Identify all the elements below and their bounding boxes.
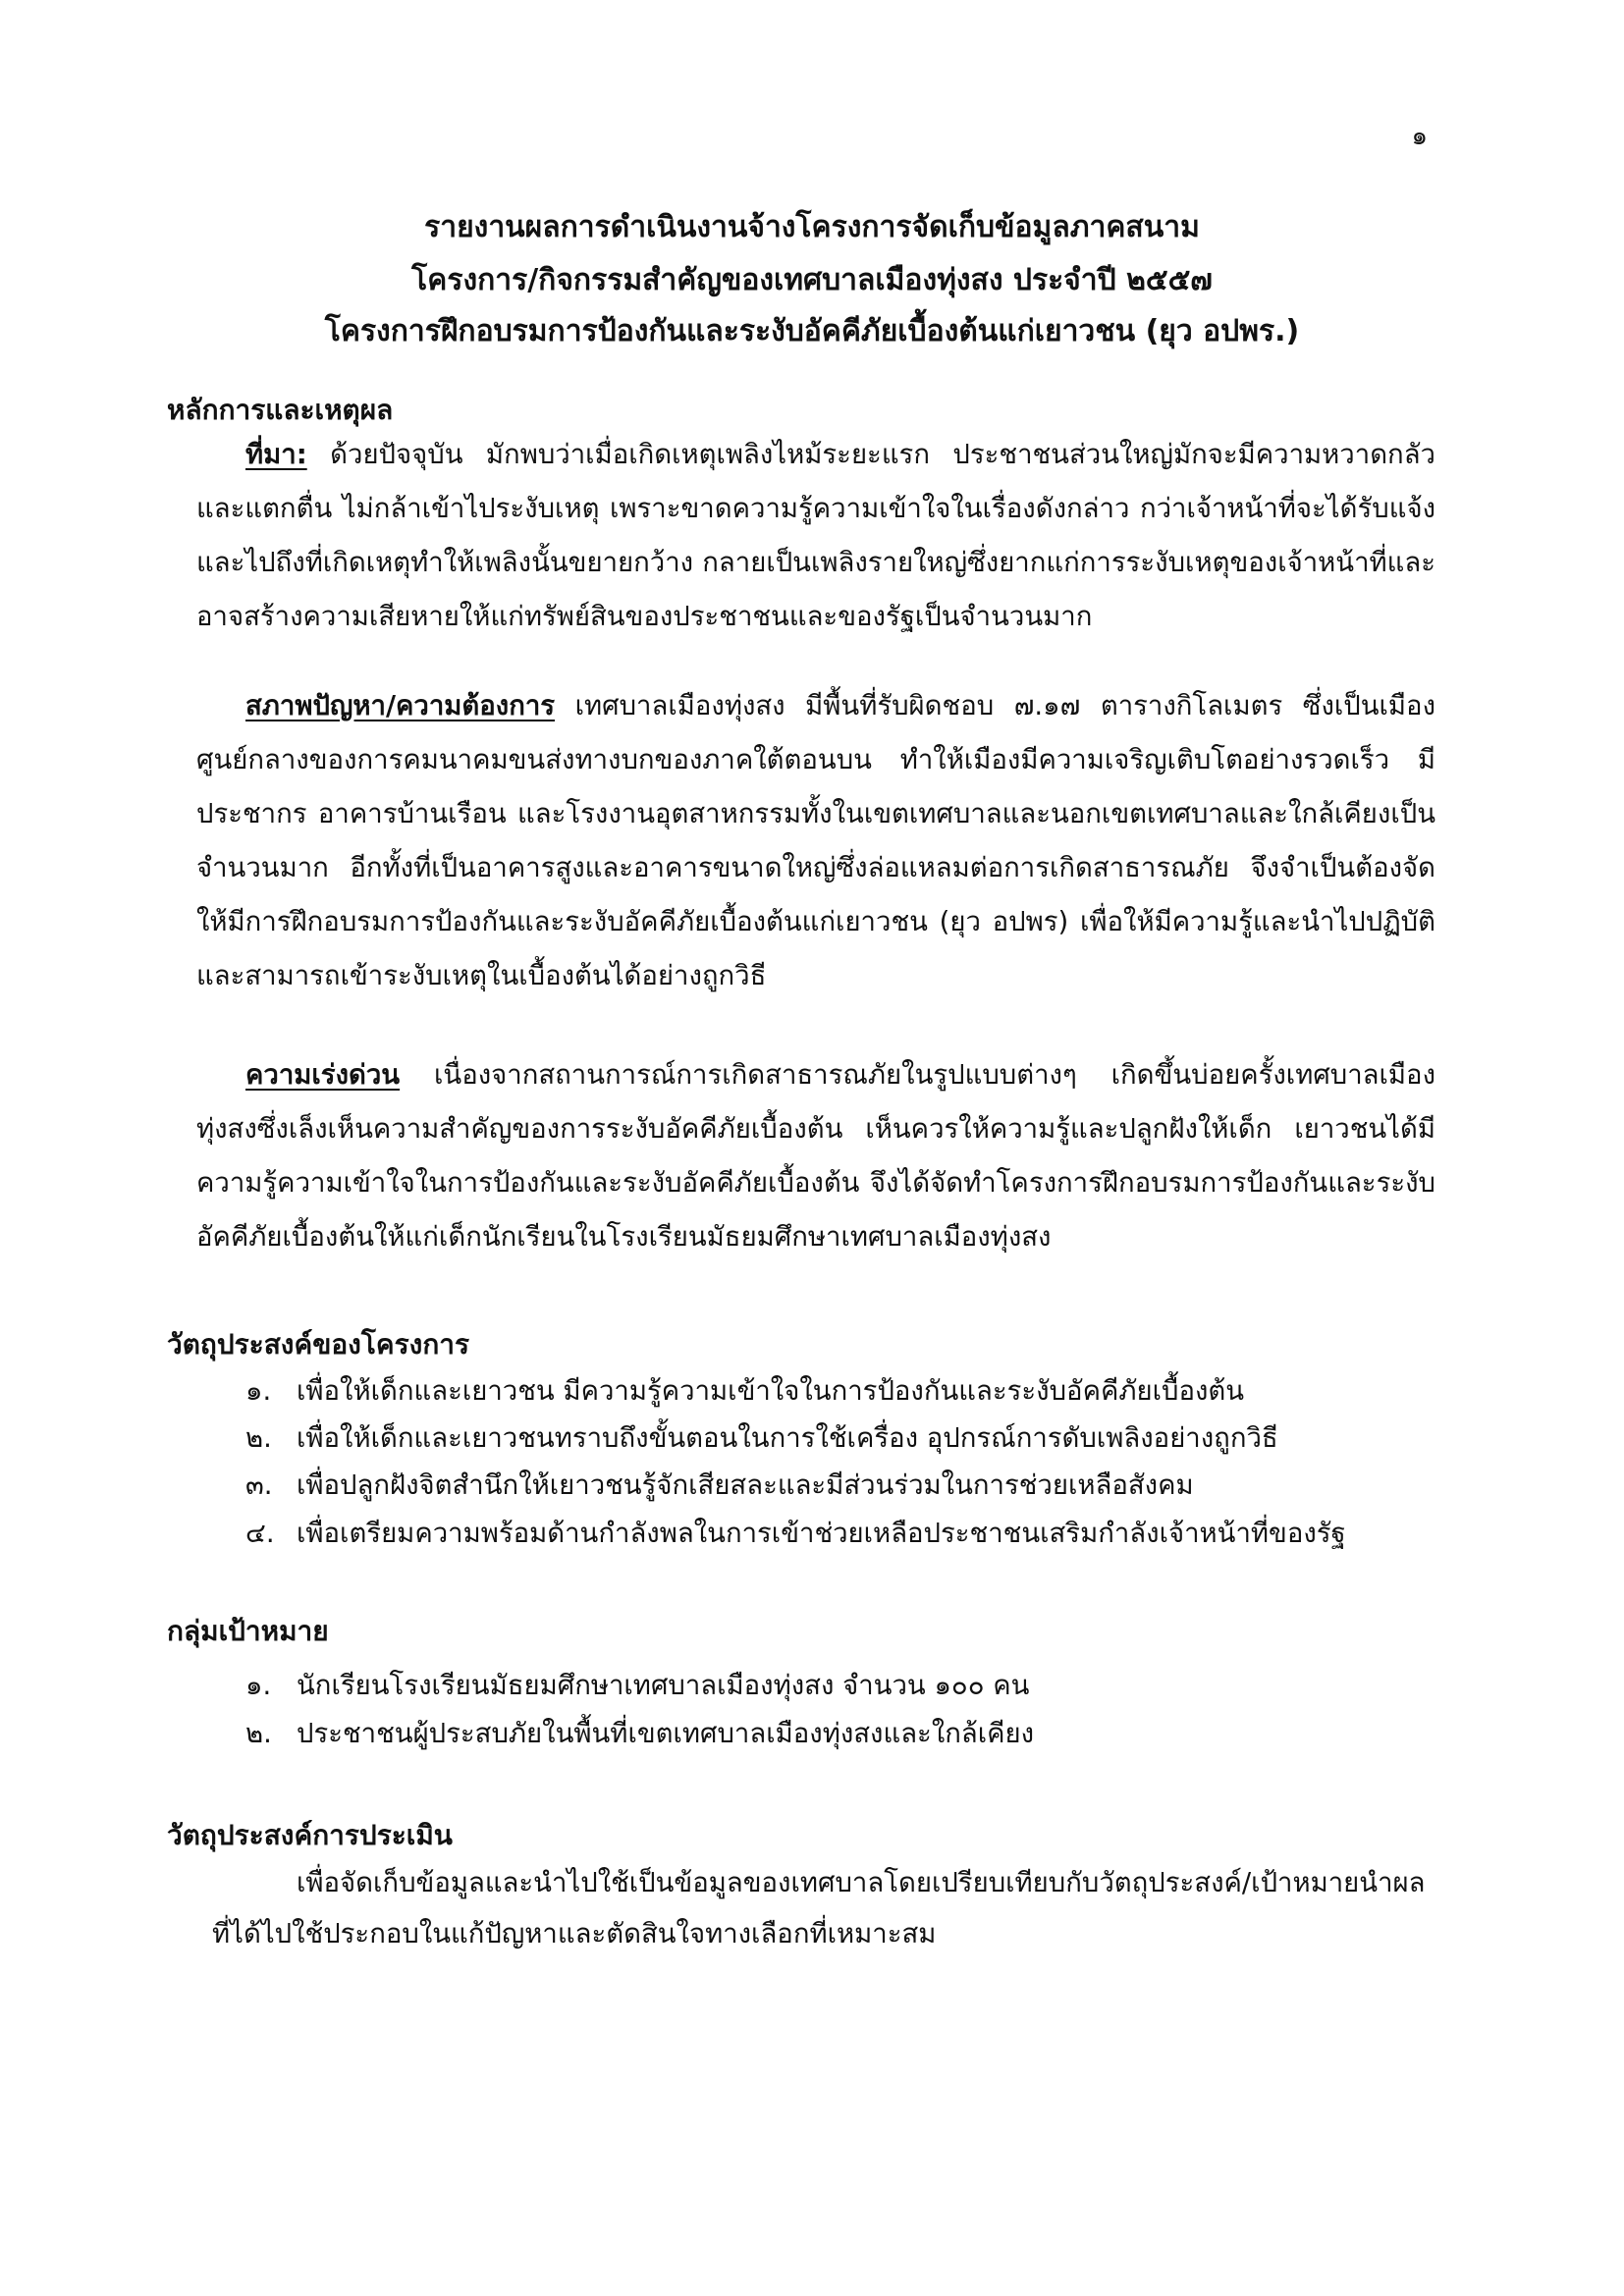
target-item (245, 1712, 1034, 1755)
objective-number: ๑. (245, 1375, 272, 1407)
report-title-line-1: รายงานผลการดำเนินงานจ้างโครงการจัดเก็บข้อมูลภาคสนาม (424, 210, 1200, 244)
report-title-line-3: โครงการฝึกอบรมการป้องกันและระงับอัคคีภัยเบื้องต้นแก่เยาวชน (ยุว อปพร.) (324, 314, 1300, 348)
section-heading-evaluation: วัตถุประสงค์การประเมิน (167, 1819, 453, 1851)
section-heading-target: กลุ่มเป้าหมาย (167, 1615, 329, 1647)
target-text: นักเรียนโรงเรียนมัธยมศึกษาเทศบาลเมืองทุ่งสง จำนวน ๑๐๐ คน (297, 1670, 1030, 1701)
section-heading-rationale: หลักการและเหตุผล (167, 394, 394, 426)
target-number: ๑. (245, 1670, 272, 1701)
paragraph-evaluation: เพื่อจัดเก็บข้อมูลและนำไปใช้เป็นข้อมูลของเทศบาลโดยเปรียบเทียบกับวัตถุประสงค์/เป้าหมายนำผลที่ได้ไปใช้ประกอบในแก้ปัญหาและตัดสินใจทางเลือกที่เหมาะสม (212, 1867, 1426, 1949)
target-number: ๒. (245, 1718, 272, 1749)
objective-text: เพื่อให้เด็กและเยาวชนทราบถึงขั้นตอนในการใช้เครื่อง อุปกรณ์การดับเพลิงอย่างถูกวิธี (297, 1422, 1278, 1454)
paragraph-urgency (196, 1048, 1435, 1264)
paragraph-problem (196, 679, 1435, 1003)
urgency-label: ความเร่งด่วน (245, 1059, 401, 1091)
objective-number: ๓. (245, 1469, 273, 1501)
objective-text: เพื่อให้เด็กและเยาวชน มีความรู้ความเข้าใจในการป้องกันและระงับอัคคีภัยเบื้องต้น (297, 1375, 1245, 1407)
objective-text: เพื่อเตรียมความพร้อมด้านกำลังพลในการเข้าช่วยเหลือประชาชนเสริมกำลังเจ้าหน้าที่ของรัฐ (297, 1518, 1346, 1549)
origin-label: ที่มา: (245, 439, 307, 470)
section-heading-objectives: วัตถุประสงค์ของโครงการ (167, 1328, 470, 1361)
urgency-text: เนื่องจากสถานการณ์การเกิดสาธารณภัยในรูปแบบต่างๆ เกิดขึ้นบ่อยครั้งเทศบาลเมืองทุ่งสงซึ่งเล็งเห็นความสำคัญของการระงับอัคคีภัยเบื้องต้น เห็นควรให้ความรู้และปลูกฝังให้เด็ก เยาวชนได้มีความรู้ความเข้าใจในการป้องกันและระงับอัคคีภัยเบื้องต้น จึงได้จัดทำโครงการฝึกอบรมการป้องกันและระงับอัคคีภัยเบื้องต้นให้แก่เด็กนักเรียนในโรงเรียนมัธยมศึกษาเทศบาลเมืองทุ่งสง (196, 1059, 1435, 1253)
objective-text: เพื่อปลูกฝังจิตสำนึกให้เยาวชนรู้จักเสียสละและมีส่วนร่วมในการช่วยเหลือสังคม (297, 1469, 1194, 1501)
objective-number: ๒. (245, 1422, 272, 1454)
target-item (245, 1664, 1029, 1707)
paragraph-origin (196, 428, 1435, 644)
problem-label: สภาพปัญหา/ความต้องการ (245, 690, 556, 721)
objective-number: ๔. (245, 1518, 275, 1549)
page-number: ๑ (1411, 122, 1428, 151)
origin-text: ด้วยปัจจุบัน มักพบว่าเมื่อเกิดเหตุเพลิงไหม้ระยะแรก ประชาชนส่วนใหญ่มักจะมีความหวาดกลัวและแตกตื่น ไม่กล้าเข้าไประงับเหตุ เพราะขาดความรู้ความเข้าใจในเรื่องดังกล่าว กว่าเจ้าหน้าที่จะได้รับแจ้งและไปถึงที่เกิดเหตุทำให้เพลิงนั้นขยายกว้าง กลายเป็นเพลิงรายใหญ่ซึ่งยากแก่การระงับเหตุของเจ้าหน้าที่และอาจสร้างความเสียหายให้แก่ทรัพย์สินของประชาชนและของรัฐเป็นจำนวนมาก (196, 439, 1435, 632)
target-text: ประชาชนผู้ประสบภัยในพื้นที่เขตเทศบาลเมืองทุ่งสงและใกล้เคียง (297, 1718, 1035, 1749)
objective-item (245, 1512, 1346, 1555)
objective-item (245, 1464, 1194, 1507)
objective-item (245, 1369, 1244, 1413)
problem-text: เทศบาลเมืองทุ่งสง มีพื้นที่รับผิดชอบ ๗.๑๗ ตารางกิโลเมตร ซึ่งเป็นเมืองศูนย์กลางของการคมนาคมขนส่งทางบกของภาคใต้ตอนบน ทำให้เมืองมีความเจริญเติบโตอย่างรวดเร็ว มีประชากร อาคารบ้านเรือน และโรงงานอุตสาหกรรมทั้งในเขตเทศบาลและนอกเขตเทศบาลและใกล้เคียงเป็นจำนวนมาก อีกทั้งที่เป็นอาคารสูงและอาคารขนาดใหญ่ซึ่งล่อแหลมต่อการเกิดสาธารณภัย จึงจำเป็นต้องจัดให้มีการฝึกอบรมการป้องกันและระงับอัคคีภัยเบื้องต้นแก่เยาวชน (ยุว อปพร) เพื่อให้มีความรู้และนำไปปฏิบัติและสามารถเข้าระงับเหตุในเบื้องต้นได้อย่างถูกวิธี (196, 690, 1435, 991)
report-title-line-2: โครงการ/กิจกรรมสำคัญของเทศบาลเมืองทุ่งสง ประจำปี ๒๕๕๗ (411, 263, 1213, 297)
objective-item (245, 1416, 1278, 1460)
